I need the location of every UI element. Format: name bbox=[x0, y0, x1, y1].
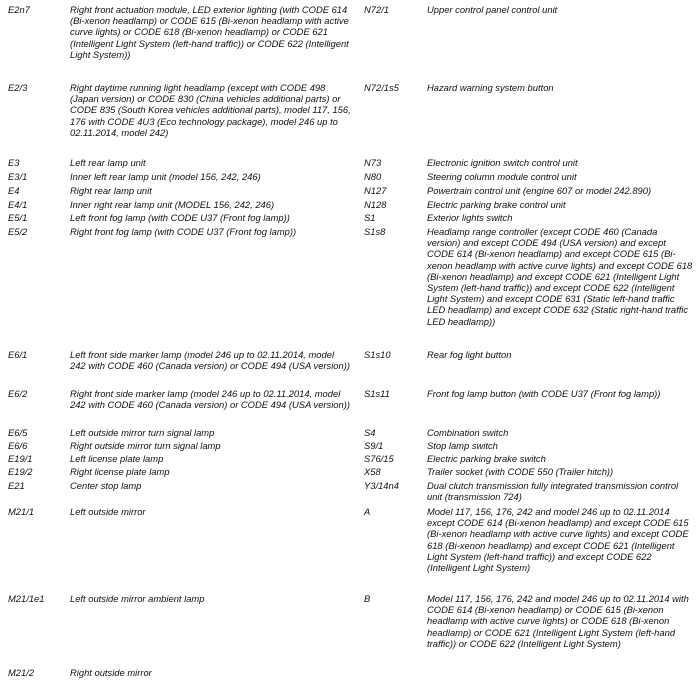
legend-description: Right front actuation module, LED exterior lighting (with CODE 614 (Bi-xenon headlamp) or CODE 615 (Bi-xenon headlamp with active curve lights) or CODE 618 (Bi-xenon headlamp) or CODE 621 (Intelligent Light System (left-hand traffic)) or CODE 622 (Intelligent Light System)) bbox=[70, 4, 349, 60]
legend-description: Right outside mirror bbox=[70, 667, 152, 678]
legend-code: E6/1 bbox=[8, 349, 28, 360]
legend-code: S1s8 bbox=[364, 226, 386, 237]
legend-code: N128 bbox=[364, 199, 387, 210]
legend-description: Electronic ignition switch control unit bbox=[427, 157, 578, 168]
legend-description: Inner right rear lamp unit (MODEL 156, 242, 246) bbox=[70, 199, 275, 210]
legend-description: Front fog lamp button (with CODE U37 (Front fog lamp)) bbox=[427, 388, 661, 399]
legend-code: E2/3 bbox=[8, 82, 28, 93]
legend-code: E2n7 bbox=[8, 4, 30, 15]
legend-code: E6/5 bbox=[8, 427, 28, 438]
legend-code: B bbox=[364, 593, 371, 604]
legend-code: S1 bbox=[364, 212, 376, 223]
legend-description: Hazard warning system button bbox=[427, 82, 554, 93]
legend-description: Model 117, 156, 176, 242 and model 246 up to 02.11.2014 except CODE 614 (Bi-xenon headlamp) and except CODE 615 (Bi-xenon headlamp with active curve lights) and except CODE 618 (Bi-xenon headlamp) and except CODE 621 (Intelligent Light System (left-hand traffic)) and except CODE 622 (Intelligent Light System) bbox=[427, 506, 689, 574]
legend-code: Y3/14n4 bbox=[364, 480, 399, 491]
legend-description: Left license plate lamp bbox=[70, 453, 164, 464]
legend-code: N72/1 bbox=[364, 4, 390, 15]
legend-description: Upper control panel control unit bbox=[427, 4, 558, 15]
legend-code: E6/2 bbox=[8, 388, 28, 399]
legend-description: Right front side marker lamp (model 246 up to 02.11.2014, model 242 with CODE 460 (Canada version) or CODE 494 (USA version)) bbox=[70, 388, 350, 411]
legend-code: N72/1s5 bbox=[364, 82, 399, 93]
legend-description: Powertrain control unit (engine 607 or model 242.890) bbox=[427, 185, 652, 196]
legend-code: E19/2 bbox=[8, 466, 33, 477]
legend-code: N73 bbox=[364, 157, 382, 168]
legend-code: N127 bbox=[364, 185, 387, 196]
legend-code: M21/1e1 bbox=[8, 593, 45, 604]
legend-description: Left outside mirror bbox=[70, 506, 146, 517]
legend-description: Right front fog lamp (with CODE U37 (Front fog lamp)) bbox=[70, 226, 297, 237]
legend-description: Right rear lamp unit bbox=[70, 185, 152, 196]
legend-code: A bbox=[364, 506, 371, 517]
legend-code: E5/2 bbox=[8, 226, 28, 237]
legend-description: Center stop lamp bbox=[70, 480, 142, 491]
legend-code: S4 bbox=[364, 427, 376, 438]
legend-code: S1s11 bbox=[364, 388, 390, 399]
legend-code: E6/6 bbox=[8, 440, 28, 451]
legend-description: Left front fog lamp (with CODE U37 (Front fog lamp)) bbox=[70, 212, 290, 223]
legend-code: E3 bbox=[8, 157, 20, 168]
legend-code: M21/2 bbox=[8, 667, 35, 678]
legend-description: Left front side marker lamp (model 246 up to 02.11.2014, model 242 with CODE 460 (Canada version) or CODE 494 (USA version)) bbox=[70, 349, 350, 372]
legend-code: S76/15 bbox=[364, 453, 394, 464]
legend-description: Electric parking brake switch bbox=[427, 453, 546, 464]
legend-description: Left outside mirror ambient lamp bbox=[70, 593, 205, 604]
legend-code: E3/1 bbox=[8, 171, 28, 182]
legend-description: Electric parking brake control unit bbox=[427, 199, 566, 210]
legend-description: Right license plate lamp bbox=[70, 466, 170, 477]
legend-code: X58 bbox=[364, 466, 381, 477]
legend-description: Rear fog light button bbox=[427, 349, 512, 360]
legend-code: E4 bbox=[8, 185, 20, 196]
legend-description: Left rear lamp unit bbox=[70, 157, 146, 168]
legend-code: E4/1 bbox=[8, 199, 28, 210]
legend-code: E19/1 bbox=[8, 453, 33, 464]
legend-description: Trailer socket (with CODE 550 (Trailer hitch)) bbox=[427, 466, 614, 477]
legend-description: Right outside mirror turn signal lamp bbox=[70, 440, 221, 451]
legend-code: N80 bbox=[364, 171, 382, 182]
legend-code: S1s10 bbox=[364, 349, 391, 360]
legend-description: Combination switch bbox=[427, 427, 509, 438]
legend-description: Model 117, 156, 176, 242 and model 246 up to 02.11.2014 with CODE 614 (Bi-xenon headlamp) or CODE 615 (Bi-xenon headlamp with active curve lights) or CODE 618 (Bi-xenon headlamp) or CODE 621 (Intelligent Light System (left-hand traffic)) or CODE 622 (Intelligent Light System) bbox=[427, 593, 689, 649]
legend-description: Right daytime running light headlamp (except with CODE 498 (Japan version) or CODE 830 (China vehicles additional parts) or CODE 835 (South Korea vehicles additional parts), model 117, 156, 176 with CODE 4U3 (Eco technology package), model 246 up to 02.11.2014, model 242) bbox=[70, 82, 351, 138]
legend-description: Dual clutch transmission fully integrated transmission control unit (transmission 724) bbox=[427, 480, 679, 503]
legend-description: Stop lamp switch bbox=[427, 440, 498, 451]
legend-code: E5/1 bbox=[8, 212, 28, 223]
legend-code: E21 bbox=[8, 480, 25, 491]
legend-description: Steering column module control unit bbox=[427, 171, 577, 182]
legend-code: M21/1 bbox=[8, 506, 35, 517]
legend-description: Exterior lights switch bbox=[427, 212, 513, 223]
legend-code: S9/1 bbox=[364, 440, 384, 451]
legend-description: Headlamp range controller (except CODE 460 (Canada version) and except CODE 494 (USA version) and except CODE 614 (Bi-xenon headlamp) and except CODE 615 (Bi-xenon headlamp with active curve lights) and except CODE 618 (Bi-xenon headlamp) and except CODE 621 (Intelligent Light System (left-hand traffic)) and except CODE 622 (Intelligent Light System) and except CODE 631 (Static left-hand traffic LED headlamp) and except CODE 632 (Static right-hand traffic LED headlamp)) bbox=[427, 226, 693, 327]
legend-description: Inner left rear lamp unit (model 156, 242, 246) bbox=[70, 171, 261, 182]
legend-description: Left outside mirror turn signal lamp bbox=[70, 427, 215, 438]
